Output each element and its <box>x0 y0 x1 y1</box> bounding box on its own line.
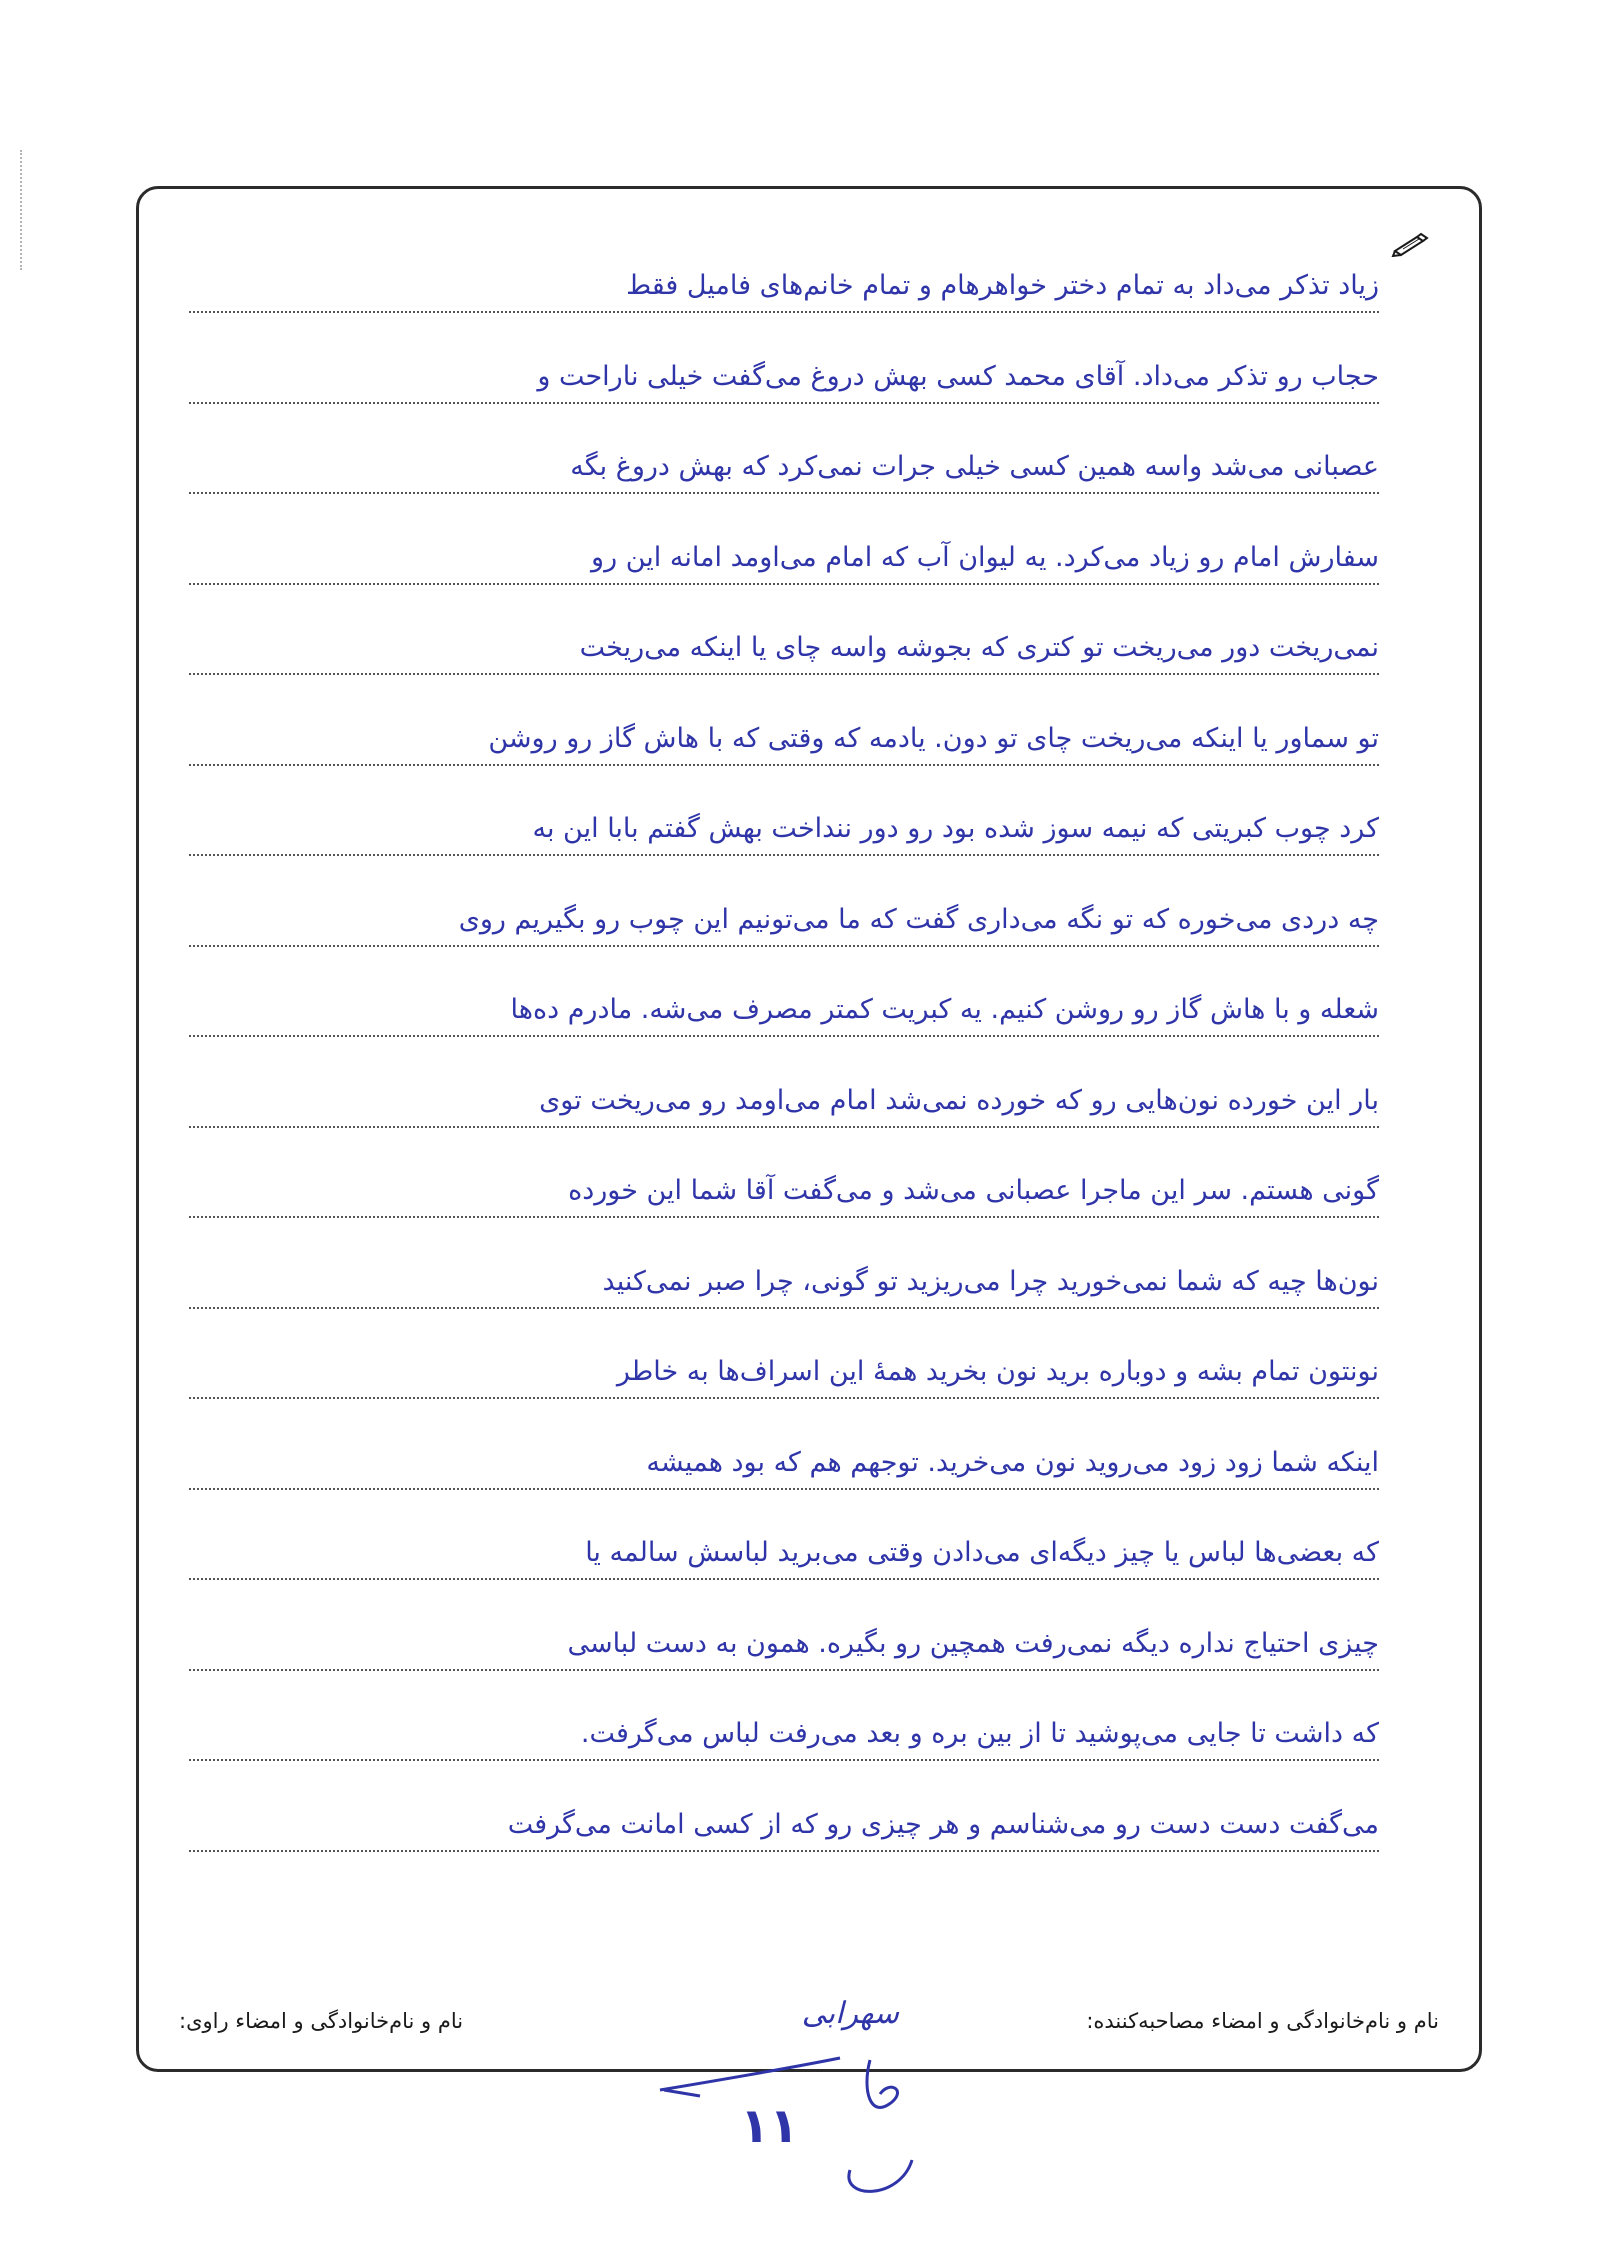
interviewer-name: سهرابی <box>801 1996 899 2031</box>
transcript-line <box>189 314 1379 404</box>
transcript-line-text: زیاد تذکر می‌داد به تمام دختر خواهرهام و تمام خانم‌های فامیل فقط <box>626 270 1379 301</box>
transcript-line-text: تو سماور یا اینکه می‌ریخت چای تو دون. یادمه که وقتی که با هاش گاز رو روشن <box>488 722 1379 754</box>
page-number: ۱۱ <box>740 2098 799 2154</box>
transcript-line-text: سفارش امام رو زیاد می‌کرد. یه لیوان آب که امام می‌اومد امانه این رو <box>591 541 1379 573</box>
signature-row <box>179 1993 1439 2043</box>
transcript-line <box>189 1762 1379 1852</box>
transcript-line <box>189 1671 1379 1761</box>
transcript-form <box>136 186 1482 2072</box>
transcript-line-text: کرد چوب کبریتی که نیمه سوز شده بود رو دور ننداخت بهش گفتم بابا این به <box>532 813 1379 844</box>
transcript-line-text: عصبانی می‌شد واسه همین کسی خیلی جرات نمی‌کرد که بهش دروغ بگه <box>570 451 1379 482</box>
narrator-signature-label: نام و نام‌خانوادگی و امضاء راوی: <box>179 2009 464 2033</box>
transcript-line-text: که داشت تا جایی می‌پوشید تا از بین بره و بعد می‌رفت لباس می‌گرفت. <box>580 1718 1379 1749</box>
transcript-line <box>189 495 1379 585</box>
transcript-line-text: شعله و با هاش گاز رو روشن کنیم. یه کبریت کمتر مصرف می‌شه. مادرم ده‌ها <box>510 994 1379 1025</box>
transcript-line-text: نونتون تمام بشه و دوباره برید نون بخرید همهٔ این اسراف‌ها به خاطر <box>616 1356 1379 1387</box>
transcript-line <box>189 1219 1379 1309</box>
transcript-line <box>189 585 1379 675</box>
transcript-line <box>189 1581 1379 1671</box>
transcript-line <box>189 1490 1379 1580</box>
transcript-line <box>189 947 1379 1037</box>
transcript-line <box>189 1128 1379 1218</box>
transcript-line-text: می‌گفت دست دست رو می‌شناسم و هر چیزی رو که از کسی امانت می‌گرفت <box>507 1808 1379 1840</box>
transcript-line <box>189 766 1379 856</box>
scan-dots <box>20 150 22 270</box>
transcript-line-text: چه دردی می‌خوره که تو نگه می‌داری گفت که ما می‌تونیم این چوب رو بگیریم روی <box>458 903 1379 935</box>
transcript-line <box>189 223 1379 313</box>
interviewer-signature-label: نام و نام‌خانوادگی و امضاء مصاحبه‌کننده: <box>1086 2009 1439 2033</box>
transcript-line-text: بار این خورده نون‌هایی رو که خورده نمی‌شد امام می‌اومد رو می‌ریخت توی <box>539 1084 1379 1116</box>
transcript-line-text: نمی‌ریخت دور می‌ریخت تو کتری که بجوشه واسه چای یا اینکه می‌ریخت <box>579 632 1379 663</box>
transcript-line-text: نون‌ها چیه که شما نمی‌خورید چرا می‌ریزید تو گونی، چرا صبر نمی‌کنید <box>602 1265 1379 1297</box>
transcript-line-text: گونی هستم. سر این ماجرا عصبانی می‌شد و می‌گفت آقا شما این خورده <box>568 1175 1379 1206</box>
transcript-line <box>189 857 1379 947</box>
pencil-icon <box>1391 231 1431 257</box>
transcript-line <box>189 676 1379 766</box>
transcript-line <box>189 1038 1379 1128</box>
transcript-line-text: چیزی احتیاج نداره دیگه نمی‌رفت همچین رو بگیره. همون به دست لباسی <box>567 1627 1379 1659</box>
transcript-line <box>189 1309 1379 1399</box>
transcript-line-text: که بعضی‌ها لباس یا چیز دیگه‌ای می‌دادن وقتی می‌برید لباسش سالمه یا <box>585 1537 1379 1568</box>
transcript-line <box>189 1400 1379 1490</box>
transcript-line <box>189 404 1379 494</box>
transcript-line-text: اینکه شما زود زود می‌روید نون می‌خرید. توجهم هم که بود همیشه <box>646 1446 1379 1478</box>
transcript-line-text: حجاب رو تذکر می‌داد. آقای محمد کسی بهش دروغ می‌گفت خیلی ناراحت و <box>537 360 1379 392</box>
